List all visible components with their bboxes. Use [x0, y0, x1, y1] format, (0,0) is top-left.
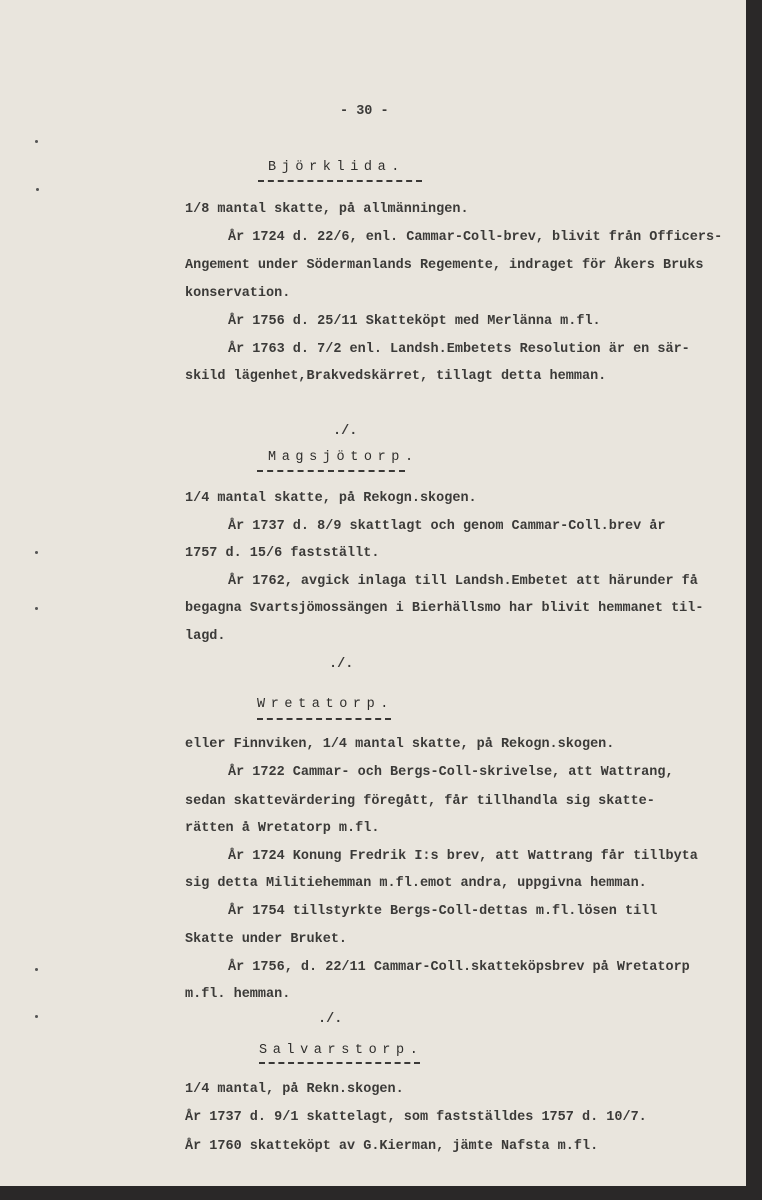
text-line: År 1762, avgick inlaga till Landsh.Embetet att härunder få	[228, 574, 698, 589]
margin-mark	[35, 607, 38, 610]
text-line: År 1724 Konung Fredrik I:s brev, att Wattrang får tillbyta	[228, 849, 698, 864]
text-line: År 1756 d. 25/11 Skatteköpt med Merlänna m.fl.	[228, 314, 601, 329]
text-line: År 1754 tillstyrkte Bergs-Coll-dettas m.fl.lösen till	[228, 904, 658, 919]
margin-mark	[35, 551, 38, 554]
section-heading: Salvarstorp.	[259, 1043, 424, 1058]
text-line: Angement under Södermanlands Regemente, indraget för Åkers Bruks	[185, 258, 704, 273]
heading-underline	[259, 1062, 420, 1064]
text-line: År 1763 d. 7/2 enl. Landsh.Embetets Resolution är en sär-	[228, 342, 690, 357]
text-line: År 1737 d. 8/9 skattlagt och genom Cammar-Coll.brev år	[228, 519, 666, 534]
text-line: 1/4 mantal skatte, på Rekogn.skogen.	[185, 491, 477, 506]
heading-underline	[257, 718, 391, 720]
section-heading: Magsjötorp.	[268, 450, 419, 465]
section-heading: Björklida.	[268, 160, 406, 175]
text-line: sedan skattevärdering föregått, får tillhandla sig skatte-	[185, 794, 655, 809]
section-separator: ./.	[333, 424, 358, 439]
text-line: År 1760 skatteköpt av G.Kierman, jämte Nafsta m.fl.	[185, 1139, 599, 1154]
section-separator: ./.	[318, 1012, 343, 1027]
margin-mark	[35, 968, 38, 971]
text-line: Skatte under Bruket.	[185, 932, 348, 947]
text-line: År 1722 Cammar- och Bergs-Coll-skrivelse, att Wattrang,	[228, 765, 674, 780]
text-line: 1757 d. 15/6 fastställt.	[185, 546, 380, 561]
text-line: konservation.	[185, 286, 291, 301]
text-line: År 1737 d. 9/1 skattelagt, som fastställdes 1757 d. 10/7.	[185, 1110, 647, 1125]
page-number: - 30 -	[340, 104, 389, 119]
text-line: sig detta Militiehemman m.fl.emot andra, uppgivna hemman.	[185, 876, 647, 891]
text-line: År 1724 d. 22/6, enl. Cammar-Coll-brev, blivit från Officers-	[228, 230, 723, 245]
margin-mark	[35, 1015, 38, 1018]
heading-underline	[257, 470, 405, 472]
margin-mark	[36, 188, 39, 191]
text-line: eller Finnviken, 1/4 mantal skatte, på Rekogn.skogen.	[185, 737, 615, 752]
section-separator: ./.	[329, 657, 354, 672]
heading-underline	[258, 180, 422, 182]
text-line: År 1756, d. 22/11 Cammar-Coll.skatteköpsbrev på Wretatorp	[228, 960, 690, 975]
text-line: begagna Svartsjömossängen i Bierhällsmo har blivit hemmanet til-	[185, 601, 704, 616]
margin-mark	[35, 140, 38, 143]
text-line: 1/4 mantal, på Rekn.skogen.	[185, 1082, 404, 1097]
text-line: m.fl. hemman.	[185, 987, 291, 1002]
text-line: rätten å Wretatorp m.fl.	[185, 821, 380, 836]
text-line: lagd.	[185, 629, 226, 644]
text-line: skild lägenhet,Brakvedskärret, tillagt detta hemman.	[185, 369, 607, 384]
text-line: 1/8 mantal skatte, på allmänningen.	[185, 202, 469, 217]
section-heading: Wretatorp.	[257, 697, 395, 712]
